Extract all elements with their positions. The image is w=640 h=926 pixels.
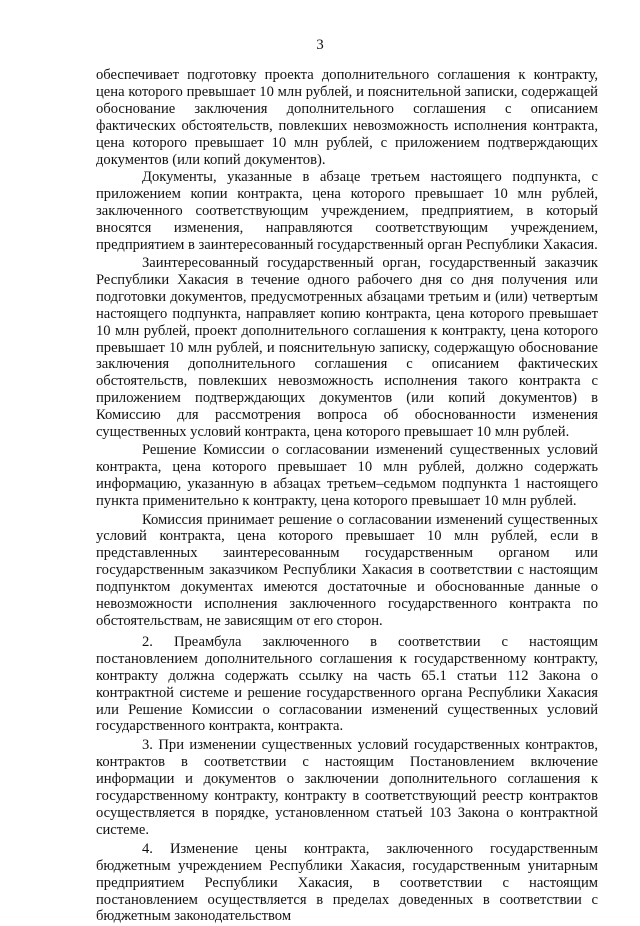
- document-body: [96, 67, 598, 926]
- page-number: 3: [316, 37, 324, 53]
- paragraph-item-2: 2. Преамбула заключенного в соответствии с настоящим постановлением дополнительного соглашения к государственному контракту, контракту должна содержать ссылку на часть 65.1 статьи 112 Закона о контрактной системе и решение государственного органа Республики Хакасия или Решение Комиссии о согласовании изменений существенных условий государственного контракта, контракта.: [96, 633, 598, 735]
- paragraph-item-4: 4. Изменение цены контракта, заключенного государственным бюджетным учреждением Республики Хакасия, государственным унитарным предприятием Республики Хакасия, в соответствии с настоящим постановлением осуществляется в пределах доведенных в соответствии с бюджетным законодательством: [96, 840, 598, 925]
- paragraph-documents: Документы, указанные в абзаце третьем настоящего подпункта, с приложением копии контракта, цена которого превышает 10 млн рублей, заключенного соответствующим учреждением, предприятием, в который вносятся изменения, направляются соответствующим учреждением, предприятием в заинтересованный государственный орган Республики Хакасия.: [96, 169, 598, 254]
- paragraph-commission-decision: Решение Комиссии о согласовании изменений существенных условий контракта, цена которого превышает 10 млн рублей, должно содержать информацию, указанную в абзацах третьем–седьмом подпункта 1 настоящего пункта применительно к контракту, цена которого превышает 10 млн рублей.: [96, 441, 598, 509]
- paragraph-continuation: обеспечивает подготовку проекта дополнительного соглашения к контракту, цена которого превышает 10 млн рублей, и пояснительной записки, содержащей обоснование заключения дополнительного соглашения с описанием фактических обстоятельств, повлекших невозможность исполнения контракта, цена которого превышает 10 млн рублей, с приложением подтверждающих документов (или копий документов).: [96, 67, 598, 168]
- paragraph-item-3: 3. При изменении существенных условий государственных контрактов, контрактов в соответствии с настоящим Постановлением включение информации и документов о заключении дополнительного соглашения к государственному контракту, контракту в соответствующий реестр контрактов осуществляется в порядке, установленном статьей 103 Закона о контрактной системе.: [96, 737, 598, 838]
- paragraph-commission-approval: Комиссия принимает решение о согласовании изменений существенных условий контракта, цена которого превышает 10 млн рублей, если в представленных заинтересованным государственным органом или государственным заказчиком Республики Хакасия в соответствии с настоящим подпунктом документах имеются достаточные и обоснованные данные о невозможности исполнения заключенного государственного контракта по обстоятельствам, не зависящим от его сторон.: [96, 511, 598, 629]
- paragraph-interested-authority: Заинтересованный государственный орган, государственный заказчик Республики Хакасия в течение одного рабочего дня со дня получения или подготовки документов, предусмотренных абзацами третьим и (или) четвертым настоящего подпункта, направляет копию контракта, цена которого превышает 10 млн рублей, проект дополнительного соглашения к контракту, цена которого превышает 10 млн рублей, и пояснительную записку, содержащую обоснование заключения дополнительного соглашения с описанием фактических обстоятельств, повлекших невозможность исполнения такого контракта с приложением подтверждающих документов (или копий документов) в Комиссию для рассмотрения вопроса об обоснованности изменения существенных условий контракта, цена которого превышает 10 млн рублей.: [96, 254, 598, 441]
